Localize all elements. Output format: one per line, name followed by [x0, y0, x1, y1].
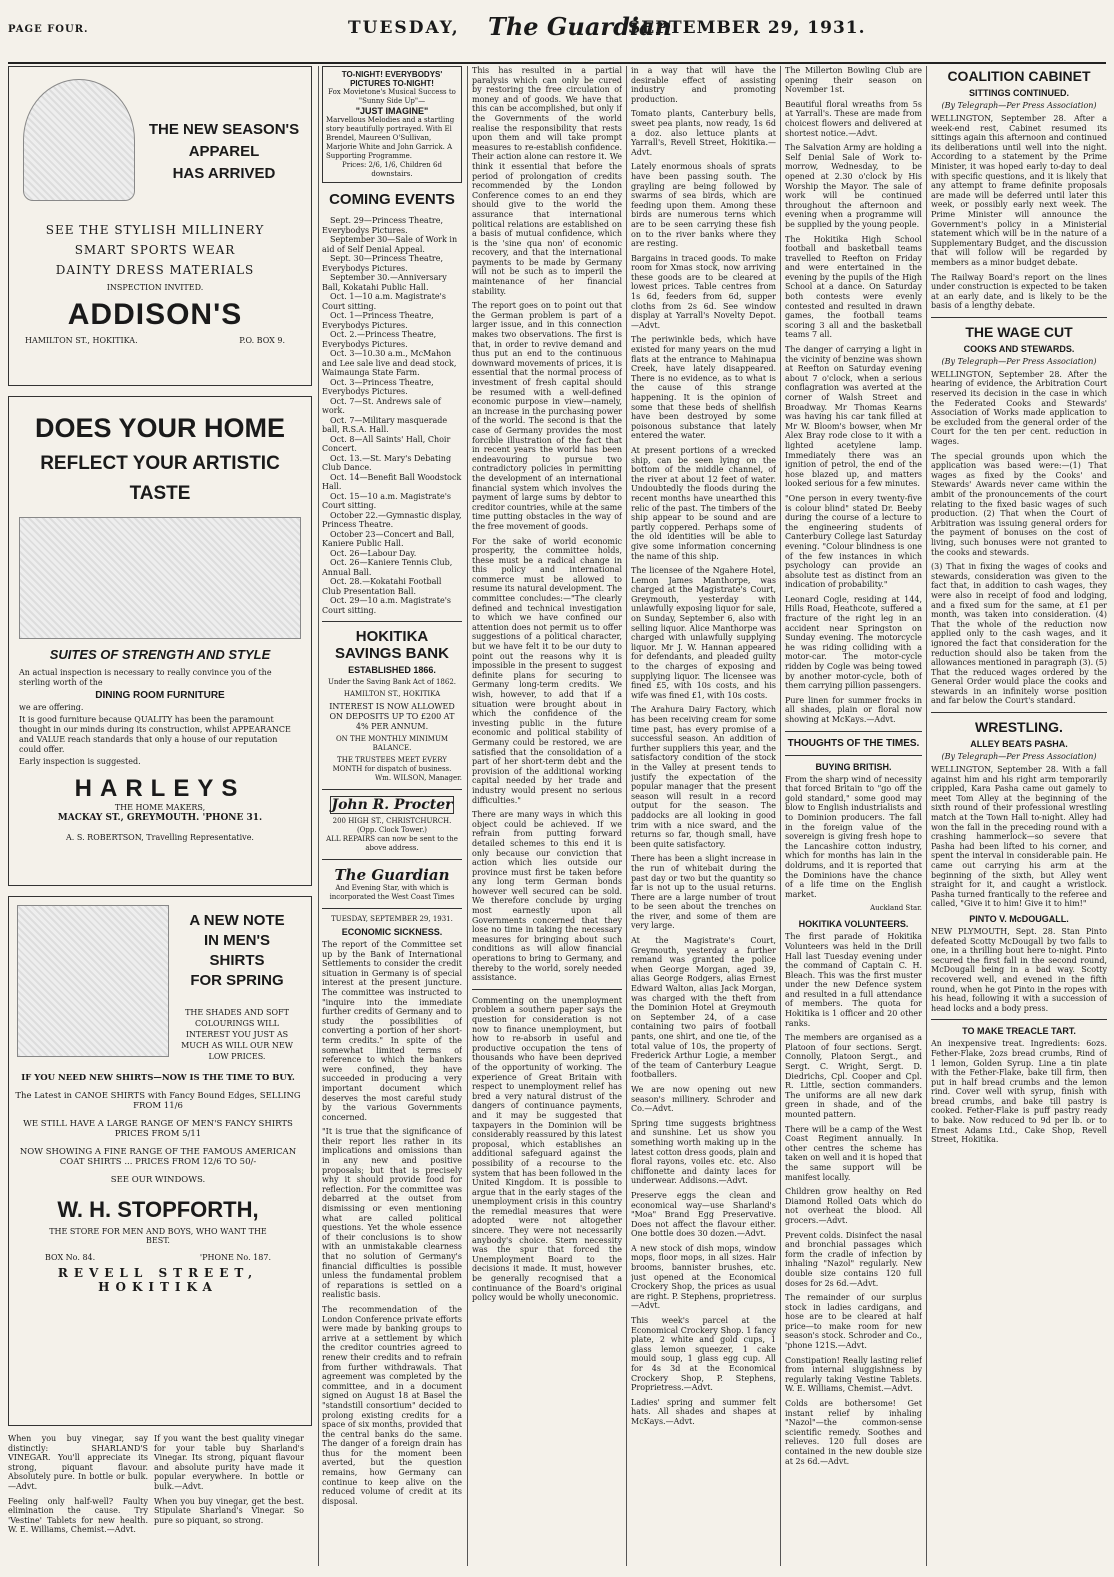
- article-text: WELLINGTON, September 28. After the hearing of evidence, the Arbitration Court reserved its decision in the case in which the Federated Cooks and Stewards' Association of Works made application to be excluded from the general order of the Court for the ten per cent. reduction in wages.: [931, 369, 1107, 447]
- article-headline: COALITION CABINET: [947, 68, 1091, 84]
- event-item: Oct. 13.—St. Mary's Debating Club Dance.: [322, 453, 452, 472]
- ad-text: An actual inspection is necessary to really convince you of the sterling worth of the: [19, 668, 272, 687]
- article-title: BUYING BRITISH.: [815, 761, 892, 772]
- event-item: Oct. 1—10 a.m. Magistrate's Court sitting.: [322, 292, 446, 311]
- column-rule: [780, 66, 781, 1566]
- advt-text: The remainder of our surplus stock in ladies cardigans, and hose are to be cleared at half price—to make room for new season's stock. Schroder and Co., 'phone 121S.—Advt.: [785, 1293, 922, 1351]
- bank-text: INTEREST IS NOW ALLOWED ON DEPOSITS UP TO £200 AT 4% PER ANNUM.: [329, 702, 455, 731]
- article-text: WELLINGTON, September 28. With a fall against him and his right arm temporarily crippled, Kara Pasha came out gamely to meet Tom Alley at the beginning of the sixth round of their professional wrestling match at the Town Hall to-night. Alley had won the fall in the preceding round with a crashing hammerlock—so severe that Pasha had been lifted to his corner, and spent the interval in considerable pain. He came out carrying his arm at the beginning of the sixth, but Alley went straight for it, and caught a wristlock. Pasha turned frantically to the referee and called, "Give it to him! Give it to him!": [931, 765, 1107, 909]
- event-item: Oct. 8—All Saints' Hall, Choir Concert.: [322, 434, 451, 453]
- event-item: Oct. 7—Military masquerade ball, R.S.A. Hall.: [322, 415, 448, 434]
- ad-headline: A NEW NOTE: [189, 912, 285, 929]
- ad-text: DINING ROOM FURNITURE: [95, 690, 225, 701]
- ad-line: SMART SPORTS WEAR: [74, 243, 236, 257]
- ad-headline: REFLECT YOUR ARTISTIC: [40, 453, 280, 474]
- event-item: Oct. 26—Labour Day.: [330, 548, 417, 558]
- article-subhead: ALLEY BEATS PASHA.: [970, 739, 1068, 750]
- article-text: The members are organised as a Platoon of four sections. Sergt. Connolly, Platoon Sergt., and Sergt. C. Wright, Sergt. D. Diedrichs, Cpl. Cooper and Cpl. R. Little, section commanders. The uniforms are all new dark green in shade, and of the mounted pattern.: [785, 1033, 922, 1119]
- ad-box: BOX No. 84.: [45, 1253, 96, 1262]
- article-subhead: PINTO V. McDOUGALL.: [969, 913, 1069, 924]
- ad-line: APPAREL: [188, 143, 260, 160]
- advt-text: Colds are bothersome! Get instant relief by inhaling "Nazol"—the common-sense scientific remedy. Soothes and relieves. 120 full doses are contained in the new double size at 2s 6d.—Advt.: [785, 1399, 922, 1466]
- event-item: Oct. 3—Princess Theatre, Everybodys Pictures.: [322, 377, 434, 396]
- bank-text: HAMILTON ST., HOKITIKA: [343, 690, 441, 698]
- ad-text: we are offering.: [19, 703, 84, 712]
- ad-line: DAINTY DRESS MATERIALS: [55, 263, 255, 277]
- event-item: September 30.—Anniversary Ball, Kokatahi Public Hall.: [322, 273, 447, 292]
- event-item: Oct. 29—10 a.m. Magistrate's Court sitting.: [322, 596, 452, 615]
- ad-text: NOW SHOWING A FINE RANGE OF THE FAMOUS AMERICAN COAT SHIRTS ... PRICES FROM 12/6 TO 50/-: [19, 1147, 297, 1167]
- advt-vinegar-3: When you buy vinegar, get the best. Stipulate Sharland's Vinegar. So pure so piquant, so strong.: [154, 1496, 304, 1525]
- article-text: For the sake of world economic prosperity, the committee holds, these must be a radical change in this policy and international commerce must be allowed to resume its natural development. The committee concludes:—"The clearly defined and technical investigation to which we have confined our attention does not permit us to offer suggestions of a political character, but we have felt it to be our duty to point out the reasons why it is impossible in the present to suggest definite plans for securing to Germany long-term credits. We wish, however, to add that if a situation were brought about in which the confidence of the investing public in the future economic and political stability of Germany could be restored, we are satisfied that the consolidation of a part of her short-term debt and the provision of the additional working capital needed by her trade and industry would present no serious difficulties.": [472, 536, 622, 805]
- ad-headline: SHIRTS: [209, 952, 265, 969]
- event-item: October 23—Concert and Ball, Kaniere Public Hall.: [322, 529, 455, 548]
- event-item: Oct. 28.—Kokatahi Football Club Presentation Ball.: [322, 577, 442, 596]
- ad-headline: IN MEN'S: [203, 932, 271, 949]
- article-text: The danger of carrying a light in the vicinity of benzine was shown at Reefton on Saturday evening about 7 o'clock, when a serious conflagration was averted at the corner of Walsh Street and Broadway. Mr Thomas Kearns was having his car tank filled at Mr W. Bloom's bowser, when Mr Alex Bray rode close to it with a lighted acetylene lamp. Immediately there was an ignition of petrol, the end of the hose blazed up, and matters looked serious for a few minutes.: [785, 345, 922, 489]
- article-text: This has resulted in a partial paralysis which can only be cured by restoring the free circulation of money and of goods. We have that this can be accomplished, but only if the Governments of the world realise the responsibility that rests upon them and will take prompt measures to re-establish confidence. Their action alone can restore it. We think it essential that before the period of prolongation of credits recommended by the London Conference comes to an end they should give to the world the assurance that international political relations are established on a basis of mutual confidence, which is the 'sine qua non' of economic recovery, and that the international payments to be made by Germany will not be such as to imperil the maintenance of her financial stability.: [472, 66, 622, 296]
- advt-text: We are now opening out new season's millinery. Schroder and Co.—Advt.: [631, 1084, 776, 1114]
- article-text: The special grounds upon which the application was based were:—(1) That wages as fixed by the Cooks' and Stewards' Awards never came within the ambit of the pronouncements of the court relating to the fixed basic wages of such production. (2) That when the Court of Arbitration was issuing general orders for the payment of bonuses on the cost of living, such bonuses were not granted to the cooks and stewards.: [931, 451, 1107, 557]
- advt-text: Spring time suggests brightness and sunshine. Let us show you something worth making up in the latest cotton dress goods, plain and floral rayons, voiles etc. etc. Also chiffonette and dainty laces for underwear. Addisons.—Advt.: [631, 1118, 776, 1186]
- ad-subhead: SUITES OF STRENGTH AND STYLE: [49, 647, 271, 662]
- ad-text: Early inspection is suggested.: [19, 757, 141, 766]
- article-text: in a way that will have the desirable effect of assisting industry and promoting production.: [631, 66, 776, 104]
- ad-phone: 'PHONE No. 187.: [199, 1253, 271, 1262]
- article-text: Lately enormous shoals of sprats have been passing south. The grayling are being followed by swarms of sea birds, which are feeding upon them. Among these birds are numerous terns which are to be seen carrying these fish on to the river banks where they are resting.: [631, 162, 776, 249]
- ad-prices: Prices: 2/6, 1/6, Children 6d downstairs.: [342, 161, 442, 178]
- ad-text: Marvellous Melodies and a startling story beautifully portrayed. With El Brendel, Maureen O'Sullivan, Marjorie White and John Garrick. A Supporting Programme.: [326, 116, 455, 160]
- article-text: WELLINGTON, September 28. After a week-end rest, Cabinet resumed its sittings again this afternoon and continued its deliberations until well into the night. According to a statement by the Prime Minister, it was hoped early to-day to deal with specific questions, and it is likely that any attempt to frame definite proposals are made will be deferred until later this week, or possibly early next week. The Prime Minister will announce the Government's policy in a Ministerial statement which will be in the nature of a Supplementary Budget, and the discussion that will follow will be regarded by members as a minor budget debate.: [931, 114, 1107, 267]
- ad-text: ALL REPAIRS can now be sent to the above address.: [326, 835, 458, 852]
- article-text: An inexpensive treat. Ingredients: 6ozs. Fether-Flake, 2ozs bread crumbs, Rind of 1 lemon, Golden Syrup. Line a tin plate with the Fether-Flake, bake till firm, then put in half bread crumbs and the lemon rind. Cover well with syrup, finish with bread crumbs, and bake till pastry is cooked. Fether-Flake is puff pastry ready to bake. Now reduced to 9d per lb. or to Ernest Adams Ltd., Cake Shop, Revell Street, Hokitika.: [931, 1039, 1107, 1145]
- article-text: Commenting on the unemployment problem a southern paper says the question for consideration is not now to finance unemployment, but how to re-absorb in useful and productive occupation the tens of thousands who have been deprived of the opportunity of working. The experience of Great Britain with respect to unemployment relief has bred a very natural distrust of the dangers of continuance payments, and it may be suggested that taxpayers in the Dominion will be considerably reassured by this latest proposal, which establishes an additional safeguard against the possibility of a recourse to the system that has been followed in the United Kingdom. It is possible to argue that in the early stages of the unemployment crisis in this country the remedial measures that were adopted were not altogether sincere. They were not necessarily anybody's choice. Stern necessity was the spur that forced the Unemployment Board to the decisions it made. It must, however be generally recognised that a continuance of the Board's original policy would be wholly uneconomic.: [472, 995, 622, 1303]
- article-text: At present portions of a wrecked ship, can be seen lying on the bottom of the middle channel, of the river at about 12 feet of water. Undoubtedly the floods during the recent months have unearthed this relic of the past. The timbers of the ship appear to be sound and are partly coppered. Perhaps some of the old identities will be able to give some information concerning the name of this ship.: [631, 445, 776, 561]
- ad-text: A. S. ROBERTSON, Travelling Representative.: [66, 833, 254, 842]
- article-subhead: TO MAKE TREACLE TART.: [962, 1026, 1076, 1037]
- procter-logo: John R. Procter: [331, 797, 453, 813]
- ad-address: HAMILTON ST., HOKITIKA.: [25, 336, 138, 345]
- ad-text: Fox Movietone's Musical Success to "Sunny Side Up"—: [328, 88, 456, 105]
- column-rule: [926, 66, 927, 1566]
- article-text: The report goes on to point out that the German problem is part of a larger issue, and in this connection makes two observations. The first is that, in order to revive demand and thus put an end to the continuous downward movements of prices, it is essential that the normal process of investment of fresh capital should be resumed with a well-defined economic purpose in view—namely, an increase in the purchasing power of the world. The second is that the case of Germany provides the most forcible illustration of the fact that in recent years the world has been endeavouring to pursue two contradictory policies in permitting the development of an international financial system which involves the payment of large sums by debtor to creditor countries, while at the same time putting obstacles in the way of the free movement of goods.: [472, 301, 622, 531]
- ad-brand: W. H. STOPFORTH,: [57, 1197, 259, 1222]
- masthead-title: The Guardian: [488, 12, 672, 41]
- article-source: Auckland Star.: [870, 904, 922, 913]
- article-text: The Millerton Bowling Club are opening their season on November 1st.: [785, 66, 922, 95]
- ad-harleys: [8, 396, 312, 886]
- article-text: (3) That in fixing the wages of cooks and stewards, consideration was given to the fact that, in addition to cash wages, they were also in receipt of food and lodging, and a fixed sum for the same, at £1 per month, was taken into consideration. (4) That the whole of the reduction now applied only to the cash wages, and it ignored the fact that consideration for the reduction should also be taken from the allowances mentioned in paragraph (3). (5) That the reduced wages ordered by the General Order would place the cooks and stewards in an infinitely worse position and far below the Court's standard.: [931, 562, 1107, 706]
- furniture-illustration: [19, 517, 301, 639]
- bank-text: Wm. WILSON, Manager.: [374, 774, 462, 782]
- masthead: [8, 6, 1106, 64]
- article-text: The Hokitika High School football and basketball teams travelled to Reefton on Friday and were entertained in the evening by the pupils of the High School at a dance. On Saturday both contests were evenly contested and resulted in drawn games, the football teams scoring 3 all and the basketball teams 7 all.: [785, 234, 922, 340]
- article-title: HOKITIKA VOLUNTEERS.: [798, 919, 909, 930]
- bank-text: Under the Saving Bank Act of 1862.: [327, 678, 457, 686]
- column-rule: [467, 66, 468, 1566]
- article-text: The licensee of the Ngahere Hotel, Lemon James Manthorpe, was charged at the Magistrate's Court, Greymouth, yesterday with unlawfully exposing liquor for sale, on Sunday, September 6, also with selling liquor. Alice Manthorpe was charged with unlawfully supplying liquor. Mr J. W. Hannan appeared for defendants, and pleaded guilty to the charges of exposing and supplying liquor. The licensee was fined £5, with 10s costs, and his wife was fined £1, with 10s costs.: [631, 566, 776, 700]
- ad-headline: FOR SPRING: [190, 972, 284, 989]
- advt-text: Tomato plants, Canterbury bells, sweet pea plants, now ready, 1s 6d a doz. also lettuce plants at Yarrall's, Revell Street, Hokitika.—Advt.: [631, 109, 776, 157]
- masthead-day: TUESDAY,: [348, 18, 460, 38]
- ad-address: MACKAY ST., GREYMOUTH. 'PHONE 31.: [57, 813, 263, 823]
- article-text: The periwinkle beds, which have existed for many years on the mud flats at the entrance to Mahinapua Creek, have lately disappeared. There is no evidence, as to what is the cause of this strange happening. It is the opinion of some that these beds of shellfish have been destroyed by some poisonous substance that lately entered the water.: [631, 335, 776, 441]
- ad-headline: TO-NIGHT! EVERYBODYS' PICTURES TO-NIGHT!: [341, 70, 443, 88]
- ad-text: SEE OUR WINDOWS.: [110, 1175, 206, 1185]
- ad-addisons: [8, 66, 312, 386]
- article-text: At the Magistrate's Court, Greymouth, yesterday a further remand was granted the police when George Morgan, aged 39, alias George Rodgers, alias Ernest Edward Walton, alias Jack Morgan, was charged with the theft from the Dominion Hotel at Greymouth on September 24, of a case containing two pairs of football pants, one shirt, and one tie, of the total value of 10s, the property of Frederick Arthur Logie, a member of the team of Canterbury League footballers.: [631, 936, 776, 1080]
- column-3: [472, 66, 622, 1566]
- editorial-title: ECONOMIC SICKNESS.: [341, 927, 443, 937]
- byline: (By Telegraph—Per Press Association): [941, 752, 1097, 762]
- column-ads: [8, 66, 312, 1566]
- event-item: Oct. 26—Kaniere Tennis Club, Annual Ball.: [322, 558, 453, 577]
- advt-text: This week's parcel at the Economical Crockery Shop. 1 fancy plate, 2 white and gold cups, 1 glass lemon squeezer, 1 cake mould soup, 1 glass egg cup. All for 4s 3d at the Economical Crockery Shop, P. Stephens, Proprietress.—Advt.: [631, 1316, 776, 1393]
- column-rule: [318, 66, 319, 1566]
- column-rule: [626, 66, 627, 1566]
- section-coming-events: COMING EVENTS: [329, 191, 455, 208]
- advt-vinegar: When you buy vinegar, say distinctly: SHARLAND'S VINEGAR. You'll appreciate its strong, piquant flavour. Absolutely pure. In bottle or bulk.—Advt.: [8, 1434, 148, 1491]
- ad-headline: DOES YOUR HOME: [34, 413, 286, 443]
- advt-text: Constipation! Really lasting relief from internal sluggishness by regularly taking Vestine Tablets. W. E. Williams, Chemist.—Advt.: [785, 1355, 922, 1394]
- advt-text: Ladies' spring and summer felt hats. All shades and shapes at McKays.—Advt.: [631, 1397, 776, 1426]
- bank-est: ESTABLISHED 1866.: [348, 665, 436, 675]
- article-text: The Railway Board's report on the lines under construction is expected to be taken at an early date, and is likely to be the basis of a lengthy debate.: [931, 272, 1107, 311]
- ad-text: THE HOME MAKERS,: [114, 803, 206, 812]
- article-subhead: SITTINGS CONTINUED.: [968, 88, 1069, 98]
- ad-text: THE STORE FOR MEN AND BOYS, WHO WANT THE BEST.: [49, 1227, 267, 1245]
- article-text: Leonard Cogle, residing at 144, Hills Road, Heathcote, suffered a fracture of the right leg in an accident near Springston on Sunday evening. The motorcycle he was riding colliding with a motor-car. The motor-cycle ridden by Cogle was being towed by another motor-cycle, both of them carrying pillion passengers.: [785, 594, 922, 691]
- section-heading: THOUGHTS OF THE TIMES.: [787, 737, 920, 749]
- bank-text: ON THE MONTHLY MINIMUM BALANCE.: [335, 735, 449, 752]
- byline: (By Telegraph—Per Press Association): [941, 356, 1097, 366]
- article-text: The Arahura Dairy Factory, which has been receiving cream for some time past, has every promise of a successful season. An addition of further suppliers this year, and the satisfactory condition of the stock in the Valley at present tends to justify the expectation of the popular manager that the present season will result in a record output for the season. The paddocks are all looking in good trim with a nice sward, and the returns so far, though small, have been quite satisfactory.: [631, 705, 776, 849]
- guardian-name: The Guardian: [334, 866, 450, 884]
- article-text: The first parade of Hokitika Volunteers was held in the Drill Hall last Tuesday evening under the command of Captain C. H. Bleach. This was the first muster under the new Defence system and resulted in a full attendance of members. The quota for Hokitika is 1 officer and 20 other ranks.: [785, 932, 922, 1028]
- woman-illustration: [23, 79, 135, 201]
- advt-text: Children grow healthy on Red Diamond Rolled Oats which do not overheat the blood. All grocers.—Advt.: [785, 1187, 922, 1225]
- event-item: Oct. 7—St. Andrews sale of work.: [322, 396, 441, 415]
- event-item: Oct. 3—10.30 a.m., McMahon and Lee sale live and dead stock, Waimaunga State Farm.: [322, 349, 457, 377]
- ad-text: The Latest in CANOE SHIRTS with Fancy Bound Edges, SELLING FROM 11/6: [15, 1091, 301, 1111]
- ad-address: REVELL STREET, HOKITIKA: [57, 1266, 259, 1294]
- page-label: PAGE FOUR.: [8, 24, 89, 35]
- ad-line: HAS ARRIVED: [172, 165, 276, 182]
- editorial-text: The report of the Committee set up by the Bank of International Settlements to consider the credit situation in Germany is of special interest at the present juncture. The committee was instructed to "inquire into the immediate further credits of Germany and to study the possibilities of converting a portion of her short-term credits." In spite of the somewhat limited terms of reference to which the bankers were confined, they have succeeded in producing a very important document which deserves the most careful study by the various Governments concerned.: [322, 940, 462, 1122]
- event-item: Oct. 14—Benefit Ball Woodstock Hall.: [322, 472, 462, 491]
- advt-text: Bargains in traced goods. To make room for Xmas stock, now arriving these goods are to be cleared at lowest prices. Table centres from 1s 6d, feeders from 6d, supper cloths from 2s 6d. See window display at Yarrall's Novelty Depot.—Advt.: [631, 253, 776, 330]
- article-text: There are many ways in which this object could be achieved. If we refrain from putting forward detailed schemes to this end it is only because our conviction that action which lies outside our province must first be taken before any long term German bonds however well secured can be sold. We therefore conclude by urging most earnestly upon all Governments concerned that they lose no time in taking the necessary measures for bringing about such conditions as will allow financial operations to bring to Germany, and thereby to the world, sorely needed assistance.: [472, 810, 622, 983]
- column-2: [322, 66, 462, 1566]
- ad-text: 200 HIGH ST., CHRISTCHURCH. (Opp. Clock Tower.): [332, 817, 452, 834]
- article-text: There has been a slight increase in the run of whitebait during the past day or two but the quantity so far is not up to the usual returns. There are a large number of trout to be seen about the trenches on the river, and some of them are very large.: [631, 854, 776, 931]
- column-5: [785, 66, 922, 1566]
- editorial-text: The recommendation of the London Conference private efforts were made by banking groups to arrive at a settlement by which the creditor countries agreed to renew their credits and to refrain from further withdrawals. That agreement was completed by the committee, and in a document signed on August 18 at Basel the "standstill consortium" decided to prolong existing credits for a space of six months, provided that the central banks do the same. The danger of a foreign drain has thus for the moment been averted, but the question remains, how Germany can continue to keep alive on the reduced volume of credit at its disposal.: [322, 1304, 462, 1506]
- ad-line: SEE THE STYLISH MILLINERY: [45, 223, 265, 237]
- article-text: The Salvation Army are holding a Self Denial Sale of Work to-morrow, Wednesday, to be opened at 2.30 o'clock by His Worship the Mayor. The sale of work will be continued throughout the afternoon and evening when a programme will be supplied by the young people.: [785, 143, 922, 229]
- advt-text: A new stock of dish mops, window mops, floor mops, in all sizes. Hair brooms, bannister brushes, etc. just opened at the Economical Crockery Shop, the prices as usual are right. P. Stephens, proprietress.—Advt.: [631, 1243, 776, 1311]
- event-item: Oct. 2.—Princess Theatre, Everybodys Pictures.: [322, 330, 437, 349]
- event-item: Sept. 29—Princess Theatre, Everybodys Pictures.: [322, 216, 444, 235]
- ad-box: P.O. BOX 9.: [239, 336, 285, 345]
- advt-vestine: Feeling only half-well? Faulty elimination the cause. Try 'Vestine' Tablets for new health. W. E. Williams, Chemist.—Advt.: [8, 1496, 148, 1535]
- ad-text: THE SHADES AND SOFT COLOURINGS WILL INTEREST YOU JUST AS MUCH AS WILL OUR NEW LOW PRICES.: [181, 1008, 293, 1061]
- ad-brand: ADDISON'S: [67, 298, 243, 331]
- article-text: From the sharp wind of necessity that forced Britain to "go off the gold standard," some good may blow to English industrialists and to Dominion producers. The fall in the foreign value of the sovereign is giving fresh hope to the Lancashire cotton industry, which for months has lain in the doldrums, and it is reported that the Dominions have the chance of a life time on the English market.: [785, 774, 922, 899]
- article-subhead: COOKS AND STEWARDS.: [963, 343, 1075, 354]
- event-item: October 22.—Gymnastic display, Princess Theatre.: [322, 510, 462, 529]
- advt-text: Pure linen for summer frocks in all shades, plain or floral now showing at McKays.—Advt.: [785, 695, 922, 724]
- article-text: There will be a camp of the West Coast Regiment annually. In other centres the scheme has taken on well and it is hoped that the same support will be manifest locally.: [785, 1124, 922, 1182]
- editorial-text: "It is true that the significance of their report lies rather in its implications and omissions than in any new and positive proposals; but that is precisely why it should provide food for reflection. For the committee was debarred at the outset from dismissing or even mentioning what are called political questions. Yet the whole essence of their conclusions is to show with an unmistakable clearness that no solution of Germany's financial difficulties is possible unless the fundamental problem of reparations is settled on a realistic basis.: [322, 1127, 462, 1300]
- event-item: September 30—Sale of Work in aid of Self Denial Appeal.: [322, 235, 458, 254]
- bank-name: HOKITIKA SAVINGS BANK: [335, 628, 449, 662]
- event-item: Oct. 1—Princess Theatre, Everybodys Pictures.: [322, 311, 434, 330]
- guardian-tag: And Evening Star, with which is incorporated the West Coast Times: [329, 884, 455, 901]
- events-list: [322, 216, 462, 615]
- event-item: Oct. 15—10 a.m. Magistrate's Court sitting.: [322, 491, 452, 510]
- ad-everybodys-pictures: [322, 66, 462, 183]
- advt-text: Preserve eggs the clean and economical way—use Sharland's "Moa" Brand Egg Preservative. Does not affect the flavour either. One bottle does 30 dozen.—Advt.: [631, 1190, 776, 1239]
- article-headline: THE WAGE CUT: [965, 323, 1073, 340]
- ad-text: IF YOU NEED NEW SHIRTS—NOW IS THE TIME TO BUY.: [21, 1073, 295, 1083]
- dateline: TUESDAY, SEPTEMBER 29, 1931.: [331, 915, 453, 923]
- shirt-illustration: [17, 905, 169, 1057]
- film-title: "JUST IMAGINE": [355, 106, 429, 116]
- article-headline: WRESTLING.: [975, 719, 1063, 736]
- ad-text: WE STILL HAVE A LARGE RANGE OF MEN'S FANCY SHIRTS PRICES FROM 5/11: [23, 1119, 293, 1139]
- advt-text: Prevent colds. Disinfect the nasal and bronchial passages which form the cradle of infection by inhaling "Nazol" regularly. New double size contains 120 full doses for 2s 6d.—Advt.: [785, 1230, 922, 1288]
- advt-text: Beautiful floral wreaths from 5s at Yarrall's. These are made from choicest flowers and delivered at shortest notice.—Advt.: [785, 99, 922, 138]
- byline: (By Telegraph—Per Press Association): [941, 101, 1097, 110]
- ad-headline: TASTE: [129, 483, 191, 504]
- ad-line: THE NEW SEASON'S: [148, 121, 300, 138]
- ad-text: It is good furniture because QUALITY has been the paramount thought in our minds during its construction, whilst APPEARANCE and VALUE reach standards that only a house of our reputation could offer.: [19, 715, 291, 754]
- article-text: "One person in every twenty-five is colour blind" stated Dr. Beeby during the course of a lecture to the engineering students of Canterbury College last Saturday evening. "Colour blindness is one of the few instances in which psychology can provide an absolute test as distinct from an indication of probability.": [785, 493, 922, 590]
- column-6: [931, 66, 1107, 1566]
- advt-vinegar-2: If you want the best quality vinegar for your table buy Sharland's Vinegar. Its strong, piquant flavour and absolute purity have made it popular everywhere. In bottle or bulk.—Advt.: [154, 1434, 304, 1491]
- ad-brand: HARLEYS: [74, 775, 246, 802]
- masthead-date: SEPTEMBER 29, 1931.: [628, 18, 866, 38]
- event-item: Sept. 30—Princess Theatre, Everybodys Pictures.: [322, 254, 444, 273]
- article-text: NEW PLYMOUTH, Sept. 28. Stan Pinto defeated Scotty McDougall by two falls to one, in a thrilling bout here to-night. Pinto secured the first fall in the second round, McDougall being in a bad way. Scotty recovered well, and evened in the fifth round, when he got Pinto in the ropes with his head, following it with a succession of head locks and a body press.: [931, 926, 1107, 1013]
- column-4: [631, 66, 776, 1566]
- bank-text: THE TRUSTEES MEET EVERY MONTH for dispatch of business.: [332, 756, 452, 773]
- ad-line: INSPECTION INVITED.: [106, 283, 204, 292]
- ad-stopforth: [8, 896, 312, 1426]
